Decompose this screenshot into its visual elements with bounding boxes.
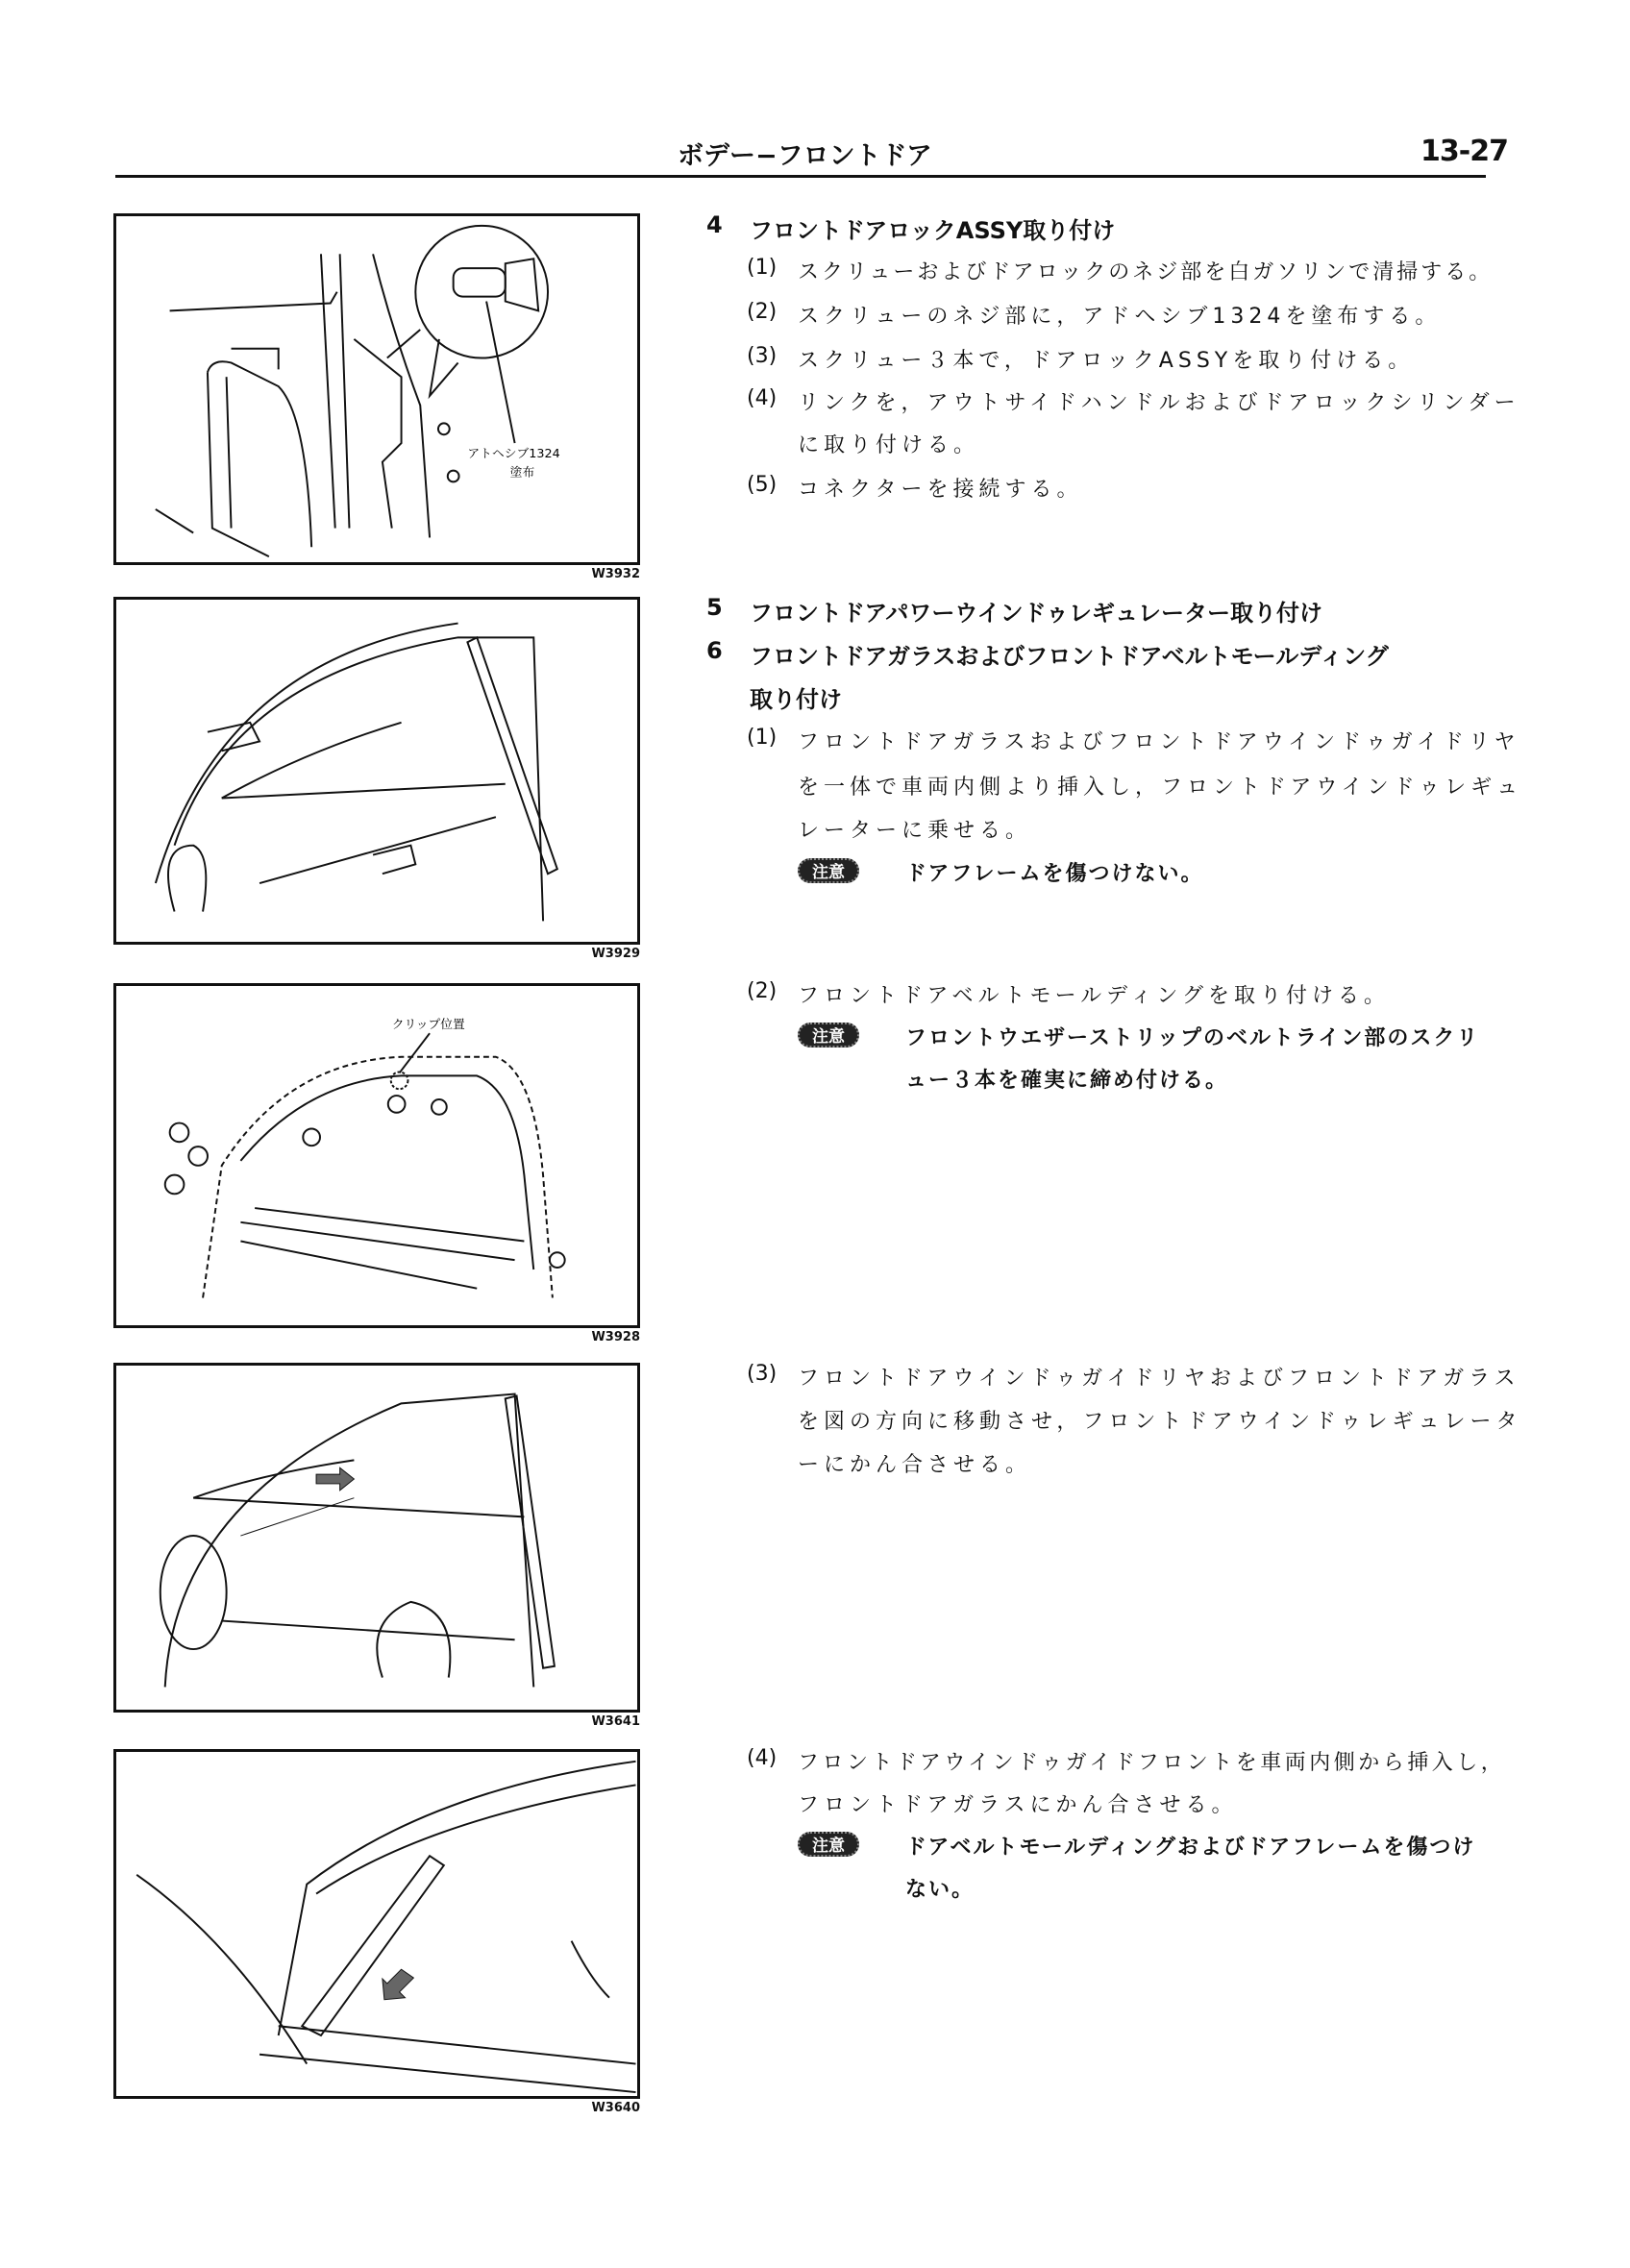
section-number: 4 xyxy=(706,211,723,238)
caution-badge: 注意 xyxy=(798,1832,859,1857)
figure-id: W3641 xyxy=(591,1714,640,1729)
step-text: コネクターを接続する。 xyxy=(798,478,1083,502)
figure-label-adhesive: アトヘシブ1324 xyxy=(467,446,560,461)
figure-window-regulator xyxy=(113,597,640,945)
figure-label-apply: 塗布 xyxy=(509,465,535,481)
section-heading-cont: 取り付け xyxy=(750,686,842,713)
step-text: スクリュー３本で，ドアロックASSYを取り付ける。 xyxy=(798,349,1415,373)
step-number: (4) xyxy=(747,386,778,410)
header-rule xyxy=(115,175,1486,178)
section-heading: フロントドアロックASSY取り付け xyxy=(750,217,1116,244)
figure-door-lock xyxy=(113,213,640,565)
page-number: 13-27 xyxy=(1420,135,1508,168)
step-text: スクリューおよびドアロックのネジ部を白ガソリンで清掃する。 xyxy=(798,260,1494,284)
section-number: 6 xyxy=(706,637,723,664)
step-text: を一体で車両内側より挿入し，フロントドアウインドゥレギュ xyxy=(798,776,1523,800)
step-number: (2) xyxy=(747,300,778,324)
step-text: フロントドアガラスにかん合させる。 xyxy=(798,1793,1238,1817)
step-text: フロントドアガラスおよびフロントドアウインドゥガイドリヤ xyxy=(798,730,1520,754)
caution-text: ドアフレームを傷つけない。 xyxy=(905,862,1204,886)
figure-id: W3932 xyxy=(591,567,640,581)
caution-text: ドアベルトモールディングおよびドアフレームを傷つけ xyxy=(905,1836,1476,1860)
step-text: フロントドアウインドゥガイドフロントを車両内側から挿入し， xyxy=(798,1751,1506,1775)
step-text: を図の方向に移動させ，フロントドアウインドゥレギュレータ xyxy=(798,1410,1522,1434)
step-text: フロントドアウインドゥガイドリヤおよびフロントドアガラス xyxy=(798,1367,1520,1391)
step-text: フロントドアベルトモールディングを取り付ける。 xyxy=(798,984,1390,1008)
step-number: (4) xyxy=(747,1746,778,1770)
caution-text: ない。 xyxy=(905,1878,976,1902)
step-text: スクリューのネジ部に，アドヘシブ1324を塗布する。 xyxy=(798,305,1442,329)
section-heading: フロントドアパワーウインドゥレギュレーター取り付け xyxy=(750,600,1323,627)
caution-badge: 注意 xyxy=(798,858,859,883)
step-text: レーターに乗せる。 xyxy=(798,819,1032,843)
figure-guide-front xyxy=(113,1749,640,2099)
step-text: に取り付ける。 xyxy=(798,433,980,457)
figure-id: W3640 xyxy=(591,2101,640,2115)
caution-text: ュー３本を確実に締め付ける。 xyxy=(905,1069,1229,1093)
section-number: 5 xyxy=(706,594,723,621)
window-glass-illustration xyxy=(116,600,637,942)
figure-id: W3928 xyxy=(591,1330,640,1344)
caution-badge: 注意 xyxy=(798,1023,859,1048)
figure-label-clip-position: クリップ位置 xyxy=(391,1018,465,1033)
step-number: (5) xyxy=(747,473,778,497)
section-heading: フロントドアガラスおよびフロントドアベルトモールディング xyxy=(750,643,1389,670)
caution-text: フロントウエザーストリップのベルトライン部のスクリ xyxy=(905,1026,1480,1050)
step-number: (1) xyxy=(747,256,778,280)
door-lock-illustration xyxy=(116,216,637,562)
step-number: (1) xyxy=(747,726,778,750)
step-number: (3) xyxy=(747,1362,778,1386)
step-number: (2) xyxy=(747,979,778,1003)
step-text: ーにかん合させる。 xyxy=(798,1453,1032,1477)
figure-belt-molding xyxy=(113,983,640,1328)
guide-rear-illustration xyxy=(116,1366,637,1710)
header-title: ボデー−フロントドア xyxy=(678,141,932,171)
belt-molding-illustration xyxy=(116,986,637,1325)
step-text: リンクを，アウトサイドハンドルおよびドアロックシリンダー xyxy=(798,391,1520,415)
step-number: (3) xyxy=(747,344,778,368)
figure-id: W3929 xyxy=(591,947,640,961)
guide-front-illustration xyxy=(116,1752,637,2096)
figure-guide-rear xyxy=(113,1363,640,1713)
